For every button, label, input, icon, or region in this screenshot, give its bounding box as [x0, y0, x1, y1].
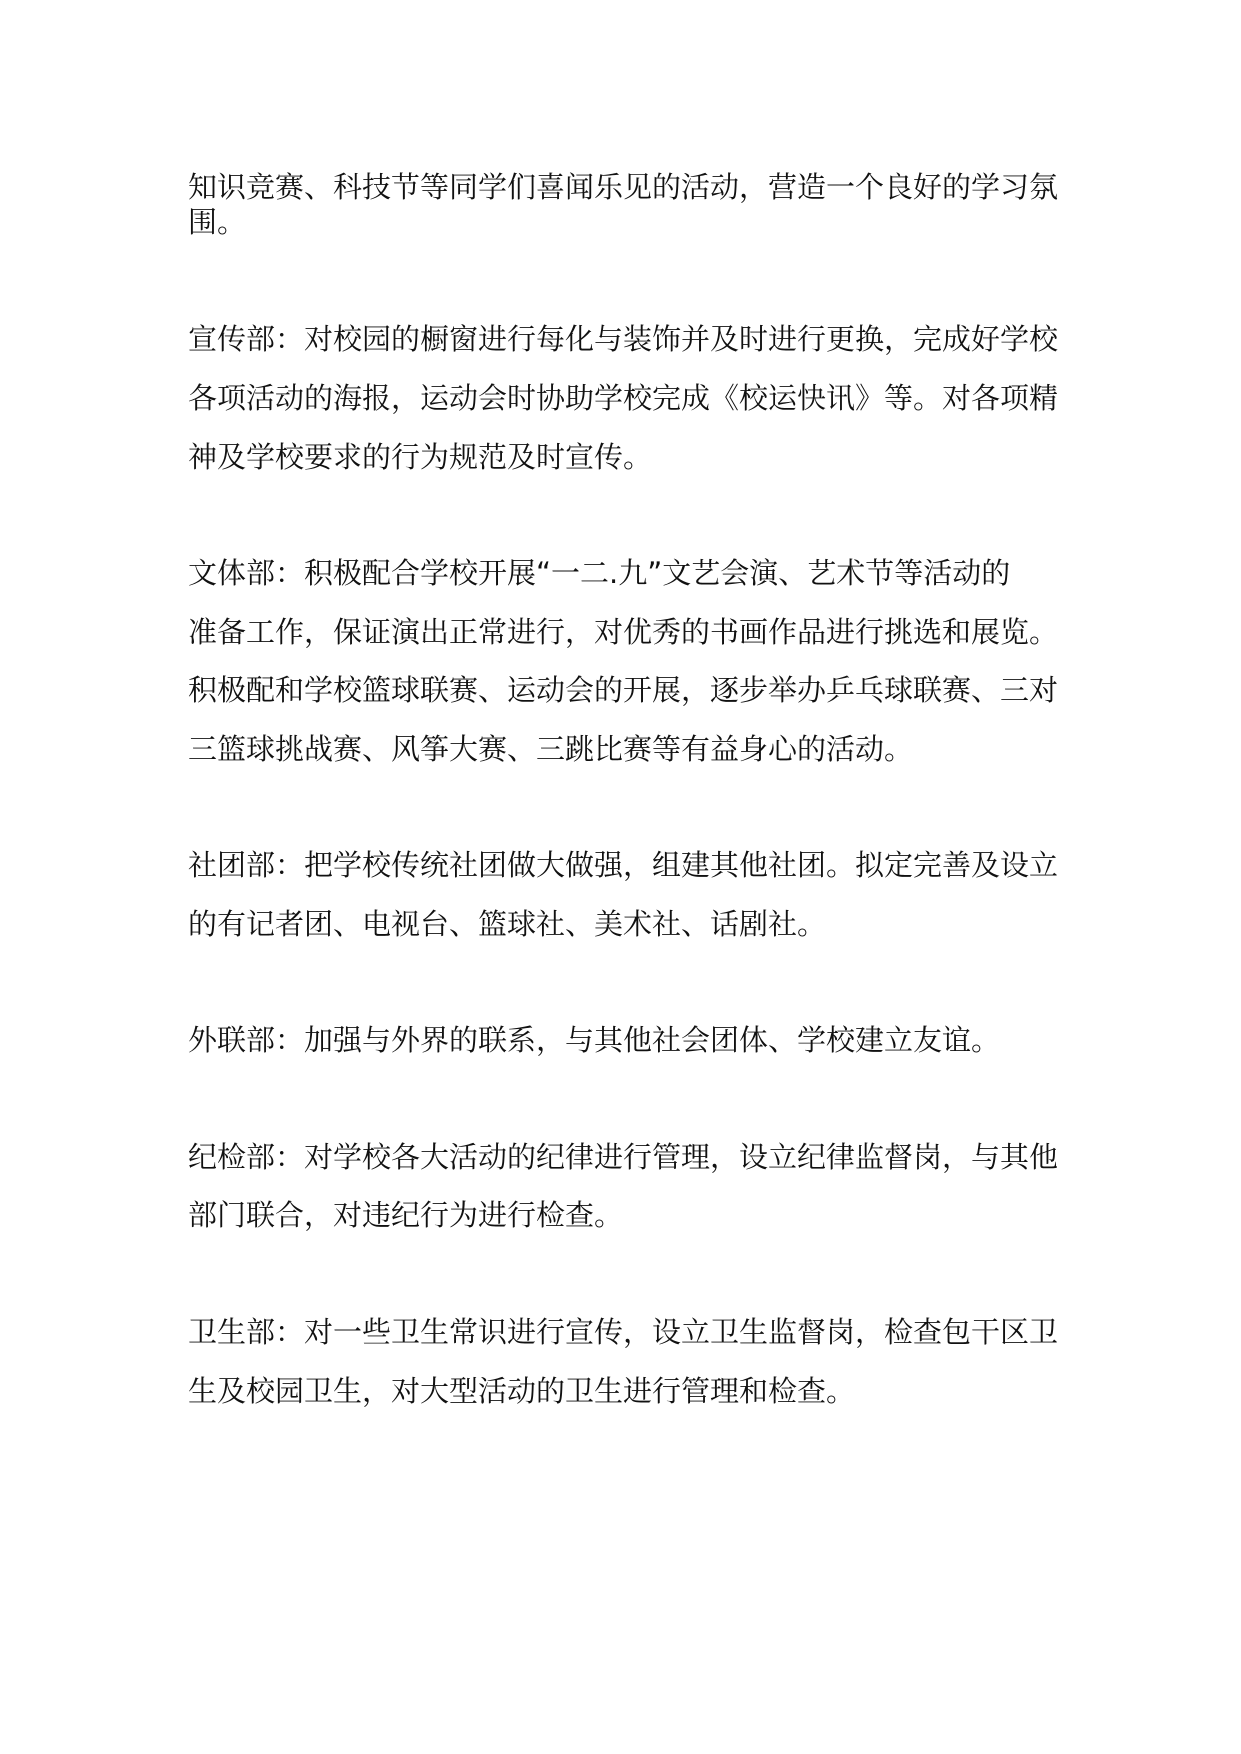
- text-line: 宣传部：对校园的橱窗进行每化与装饰并及时进行更换，完成好学校: [188, 322, 1059, 356]
- text-line: 社团部：把学校传统社团做大做强，组建其他社团。拟定完善及设立: [188, 848, 1059, 882]
- text-line: 纪检部：对学校各大活动的纪律进行管理，设立纪律监督岗，与其他: [188, 1140, 1059, 1174]
- text-line: 部门联合，对违纪行为进行检查。: [188, 1198, 624, 1232]
- text-line: 围。: [188, 205, 247, 239]
- text-line: 的有记者团、电视台、篮球社、美术社、话剧社。: [188, 907, 827, 941]
- text-line: 外联部：加强与外界的联系，与其他社会团体、学校建立友谊。: [188, 1023, 1001, 1057]
- text-line: 三篮球挑战赛、风筝大赛、三跳比赛等有益身心的活动。: [188, 732, 914, 766]
- text-line: 生及校园卫生，对大型活动的卫生进行管理和检查。: [188, 1374, 856, 1408]
- text-line: 文体部：积极配合学校开展“一二.九”文艺会演、艺术节等活动的: [188, 556, 1011, 590]
- text-line: 神及学校要求的行为规范及时宣传。: [188, 440, 653, 474]
- text-line: 准备工作，保证演出正常进行，对优秀的书画作品进行挑选和展览。: [188, 615, 1059, 649]
- text-line: 各项活动的海报，运动会时协助学校完成《校运快讯》等。对各项精: [188, 381, 1059, 415]
- text-line: 知识竞赛、科技节等同学们喜闻乐见的活动，营造一个良好的学习氛: [188, 170, 1059, 204]
- text-line: 卫生部：对一些卫生常识进行宣传，设立卫生监督岗，检查包干区卫: [188, 1315, 1059, 1349]
- text-line: 积极配和学校篮球联赛、运动会的开展，逐步举办乒乓球联赛、三对: [188, 673, 1059, 707]
